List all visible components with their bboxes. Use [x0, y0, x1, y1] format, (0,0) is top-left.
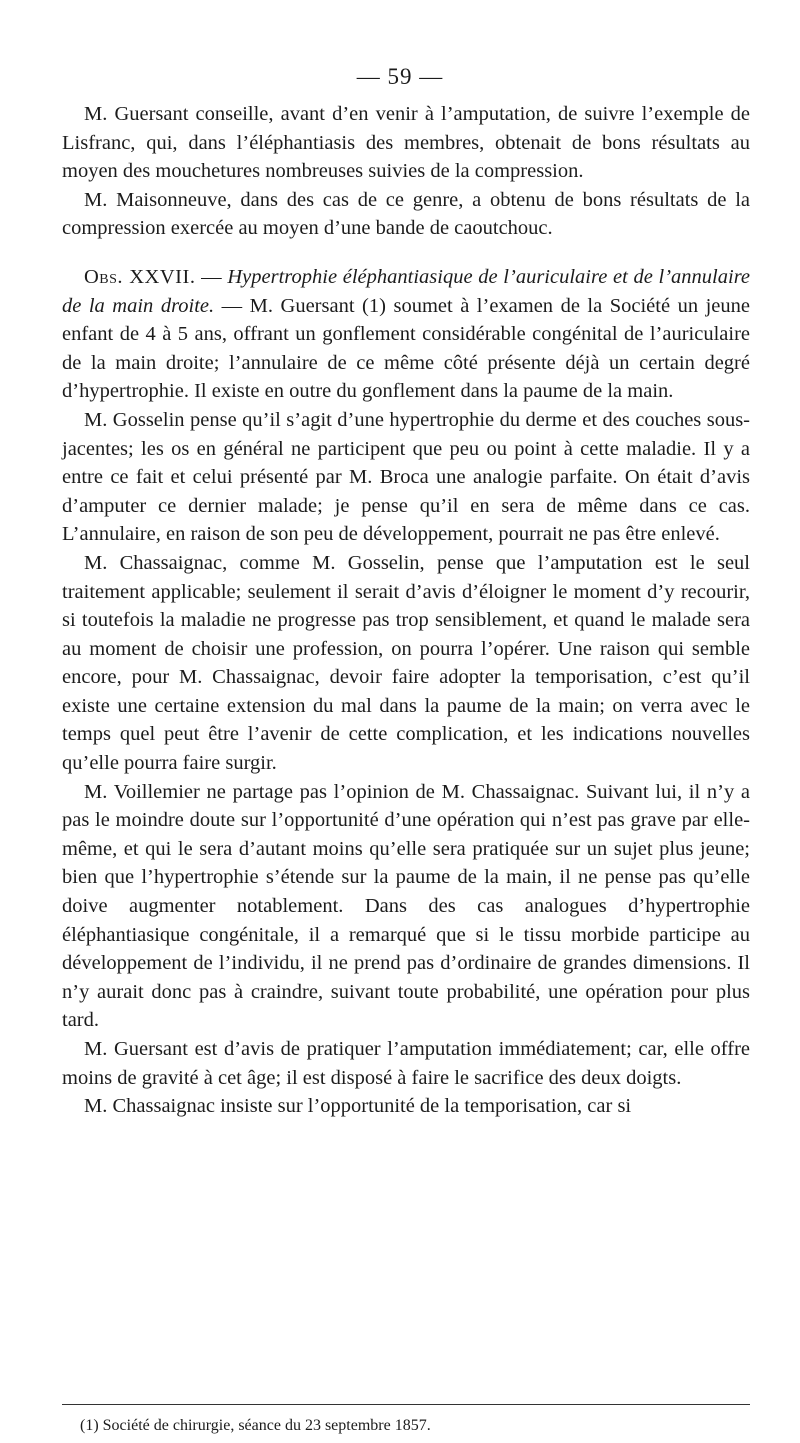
- footnote: (1) Société de chirurgie, séance du 23 septembre 1857.: [80, 1417, 431, 1434]
- body-text: [62, 100, 750, 1121]
- observation-dash: —: [195, 265, 228, 288]
- paragraph-guersant-amputation: M. Guersant est d’avis de pratiquer l’amputation immédiatement; car, elle offre moins de gravité à cet âge; il est disposé à faire le sacrifice des deux doigts.: [62, 1038, 750, 1089]
- footnote-reference: (1): [362, 294, 386, 317]
- paragraph-maisonneuve: M. Maisonneuve, dans des cas de ce genre, a obtenu de bons résultats de la compression exercée au moyen d’une bande de caoutchouc.: [62, 188, 750, 240]
- observation-text-lead: — M. Guersant: [214, 294, 363, 317]
- observation-paragraph: [62, 263, 750, 406]
- observation-title: Hypertrophie éléphantiasique de l’auriculaire et de l’annulaire de la main droite.: [62, 265, 751, 317]
- observation-label: Obs. XXVII.: [84, 265, 196, 288]
- paragraph-gosselin: M. Gosselin pense qu’il s’agit d’une hypertrophie du derme et des couches sous-jacentes; les os en général ne participent que peu ou point à cette maladie. Il y a entre ce fait et celui présenté par M. Broca une analogie parfaite. On était d’avis d’amputer ce dernier malade; je pense qu’il en sera de même dans ce cas. L’annulaire, en raison de son peu de développement, pourrait ne pas être enlevé.: [62, 408, 750, 546]
- paragraph-guersant-advice: M. Guersant conseille, avant d’en venir à l’amputation, de suivre l’exemple de Lisfranc, qui, dans l’éléphantiasis des membres, obtenait de bons résultats au moyen des mouchetures nombreuses suivies de la compression.: [62, 103, 750, 183]
- paragraph-chassaignac-insists: M. Chassaignac insiste sur l’opportunité de la temporisation, car si: [84, 1095, 632, 1118]
- page-number: — 59 —: [356, 64, 444, 89]
- paragraph-chassaignac: M. Chassaignac, comme M. Gosselin, pense que l’amputation est le seul traitement applicable; seulement il serait d’avis d’éloigner le moment d’y recourir, si toutefois la maladie ne progresse pas trop sensiblement, et quand le malade sera au moment de choisir une profession, on pourra l’opérer. Une raison qui semble encore, pour M. Chassaignac, devoir faire adopter la temporisation, c’est qu’il existe une certaine extension du mal dans la paume de la main; on verra avec le temps quel peut être l’avenir de cette complication, et les indications nouvelles qu’elle pourra faire surgir.: [62, 551, 750, 775]
- paragraph-voillemier: M. Voillemier ne partage pas l’opinion de M. Chassaignac. Suivant lui, il n’y a pas le moindre doute sur l’opportunité d’une opération qui n’est pas grave par elle-même, et qui le sera d’autant moins qu’elle sera pratiquée sur un sujet plus jeune; bien que l’hypertrophie s’étende sur la paume de la main, il ne pense pas qu’elle doive augmenter notablement. Dans des cas analogues d’hypertrophie éléphantiasique congénitale, il a remarqué que si le tissu morbide participe au développement de l’individu, il ne prend pas d’ordinaire de grandes dimensions. Il n’y aurait donc pas à craindre, suivant toute probabilité, une opération pour plus tard.: [62, 780, 750, 1032]
- footnote-divider: [62, 1404, 750, 1405]
- observation-text: soumet à l’examen de la Société un jeune enfant de 4 à 5 ans, offrant un gonflement considérable congénital de l’auriculaire de la main droite; l’annulaire de ce même côté présente déjà un certain degré d’hypertrophie. Il existe en outre du gonflement dans la paume de la main.: [62, 294, 750, 403]
